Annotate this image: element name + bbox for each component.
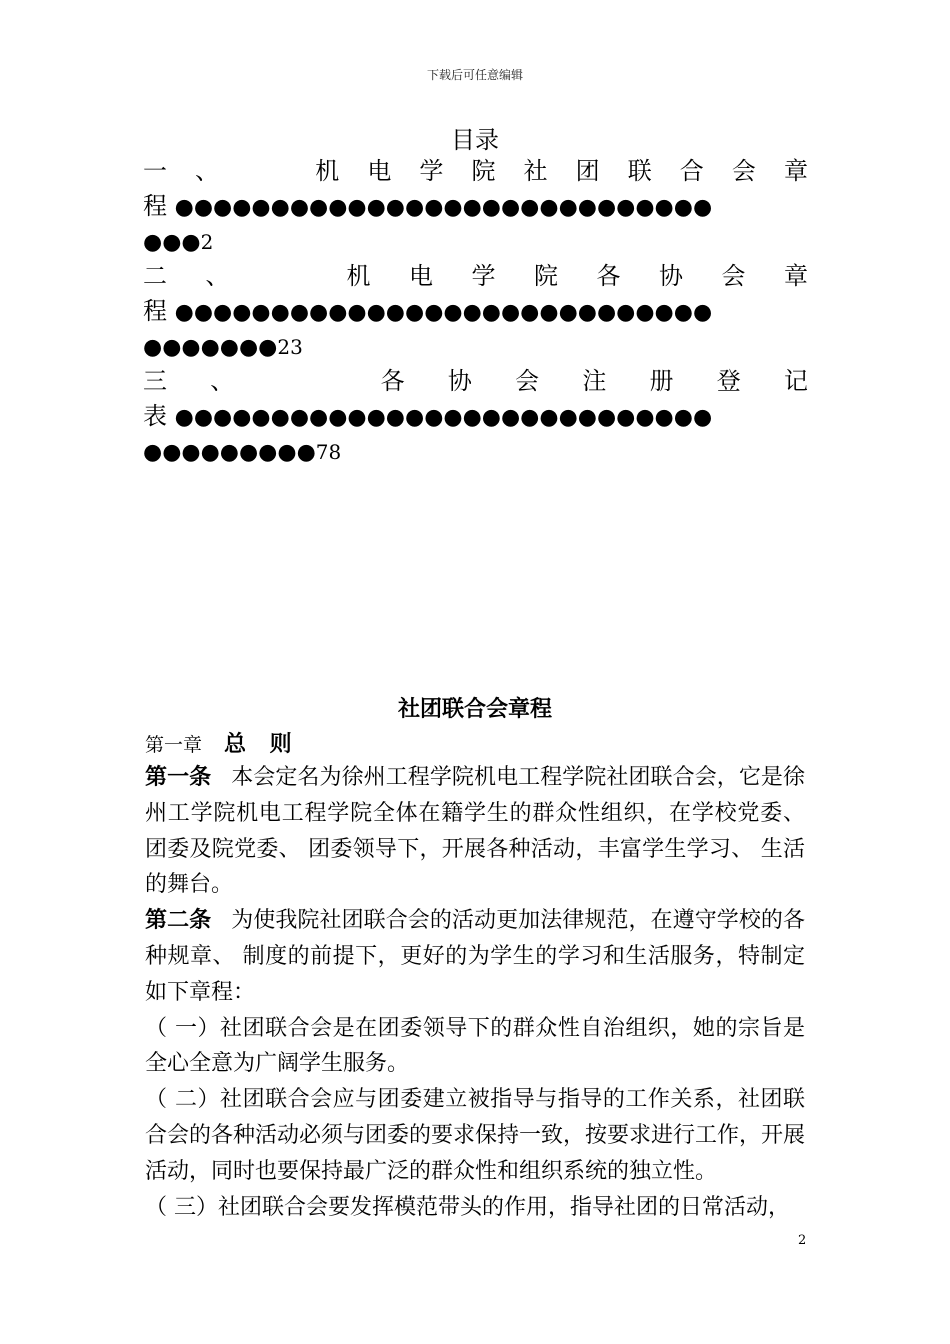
toc-char: 各 <box>596 262 621 290</box>
toc-char: 各 <box>380 367 405 395</box>
toc-leader-dots: ●●●●●●●●●●●●●●●●●●●●●●●●●●●● <box>174 300 713 325</box>
toc-page-number: 2 <box>200 230 214 254</box>
toc-char: 、 <box>205 262 230 290</box>
toc-char: 联 <box>627 157 652 185</box>
paragraph <box>145 903 805 1010</box>
toc-char: 程 <box>143 192 167 220</box>
toc-char: 表 <box>143 402 167 430</box>
toc-char: 学 <box>419 157 444 185</box>
toc-char: 会 <box>515 367 540 395</box>
toc-char: 、 <box>195 157 220 185</box>
toc-char: 院 <box>534 262 558 290</box>
paragraph-text: （ 三）社团联合会要发挥模范带头的作用，指导社团的日常活动， <box>145 1194 790 1220</box>
paragraph-text: （ 二）社团联合会应与团委建立被指导与指导的工作关系，社团联合会的各种活动必须与团委的要求保持一致，按要求进行工作，开展活动，同时也要保持最广泛的群众性和组织系统的独立性。 <box>145 1087 806 1184</box>
toc-char: 机 <box>346 262 371 290</box>
paragraph <box>145 1011 805 1083</box>
toc-char: 社 <box>523 157 548 185</box>
toc-char: 院 <box>471 157 496 185</box>
page-number: 2 <box>798 1233 807 1248</box>
paragraph <box>145 760 805 903</box>
toc-char: 电 <box>367 157 392 185</box>
toc-entry-1-line-2[interactable] <box>143 189 808 223</box>
toc-char: 会 <box>731 157 756 185</box>
paragraph <box>145 1082 805 1189</box>
toc-entry-2-line-3[interactable] <box>143 329 808 363</box>
chapter-heading <box>145 727 300 758</box>
toc-entry-1-line-1[interactable] <box>143 154 808 188</box>
toc-char: 电 <box>409 262 433 290</box>
toc-char: 登 <box>716 367 741 395</box>
toc-leader-dots: ●●●●●●●●●●●●●●●●●●●●●●●●●●●● <box>174 405 713 430</box>
toc-entry-2-line-2[interactable] <box>143 294 808 328</box>
toc-char: 学 <box>471 262 496 290</box>
header-note: 下载后可任意编辑 <box>426 68 523 82</box>
toc-char: 二 <box>143 262 167 290</box>
toc-char: 合 <box>679 157 704 185</box>
toc-leader-dots: ●●●●●●● <box>143 335 278 360</box>
body-text <box>145 760 805 1225</box>
article-label: 第二条 <box>145 908 212 934</box>
toc-char: 程 <box>143 297 167 325</box>
toc-char: 、 <box>210 367 235 395</box>
toc-entry-2-line-1[interactable] <box>143 259 808 293</box>
toc-char: 会 <box>721 262 746 290</box>
toc-char: 册 <box>649 367 674 395</box>
toc-title: 目录 <box>451 126 499 154</box>
toc-leader-dots: ●●● <box>143 230 201 255</box>
toc-entry-3-line-1[interactable] <box>143 364 808 398</box>
paragraph-text: （ 一）社团联合会是在团委领导下的群众性自治组织，她的宗旨是全心全意为广阔学生服务。 <box>145 1015 805 1077</box>
toc-char: 机 <box>315 157 340 185</box>
toc-leader-dots: ●●●●●●●●●●●●●●●●●●●●●●●●●●●● <box>174 195 713 220</box>
toc-page-number: 23 <box>277 335 303 359</box>
article-label: 第一条 <box>145 765 212 790</box>
toc-char: 章 <box>784 262 808 290</box>
toc-char: 协 <box>447 367 472 395</box>
chapter-name: 总 则 <box>224 732 300 757</box>
toc-page-number: 78 <box>315 440 342 464</box>
toc-char: 协 <box>659 262 683 290</box>
toc-leader-dots: ●●●●●●●●● <box>143 440 316 465</box>
section-title: 社团联合会章程 <box>397 697 552 722</box>
toc-char: 团 <box>575 157 600 185</box>
toc-entry-1-line-3[interactable] <box>143 224 808 258</box>
paragraph <box>145 1190 805 1226</box>
paragraph-text: 为使我院社团联合会的活动更加法律规范，在遵守学校的各种规章、 制度的前提下，更好的为学生的学习和生活服务，特制定如下章程： <box>145 908 805 1005</box>
paragraph-text: 本会定名为徐州工程学院机电工程学院社团联合会，它是徐州工学院机电工程学院全体在籍学生的群众性组织，在学校党委、 团委及院党委、 团委领导下，开展各种活动，丰富学生学习、 生活的舞台。 <box>145 765 805 898</box>
toc-entry-3-line-2[interactable] <box>143 399 808 433</box>
toc-char: 章 <box>783 157 808 185</box>
toc-char: 三 <box>143 367 167 395</box>
toc-char: 记 <box>783 367 808 395</box>
toc-char: 一 <box>143 157 167 185</box>
toc-entry-3-line-3[interactable] <box>143 434 808 468</box>
chapter-label: 第一章 <box>145 734 203 756</box>
toc-char: 注 <box>582 367 607 395</box>
